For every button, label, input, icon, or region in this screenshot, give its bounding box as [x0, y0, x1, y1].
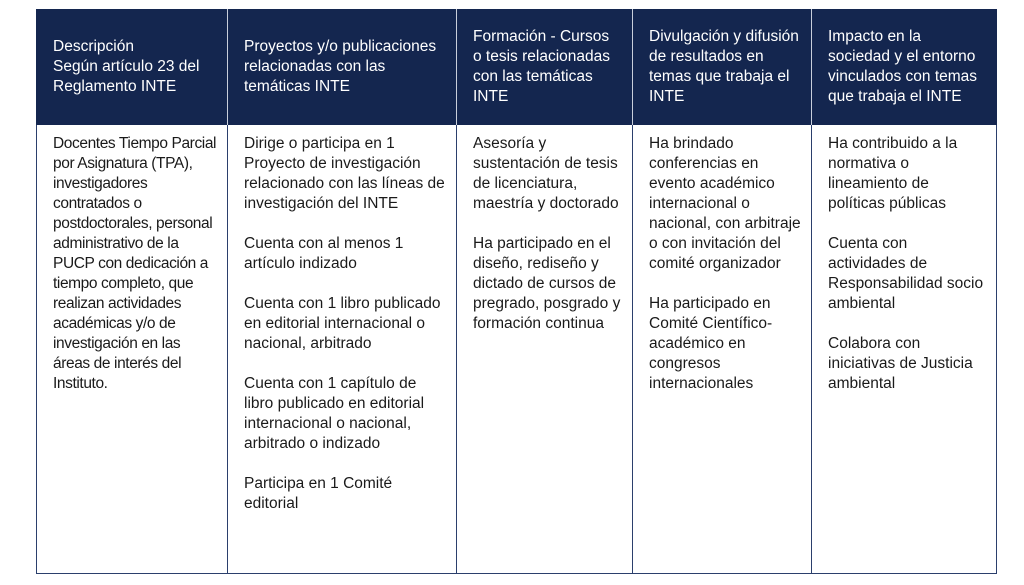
impacto-item: Ha contribuido a la normativa o lineamiento de políticas públicas: [828, 135, 958, 212]
cell-descripcion: [37, 125, 228, 573]
proyectos-item: Dirige o participa en 1 Proyecto de investigación relacionado con las líneas de investigación del INTE: [244, 135, 445, 212]
divulgacion-item: Ha brindado conferencias en evento académico internacional o nacional, con arbitraje o con invitación del comité organizador: [649, 135, 801, 272]
header-descripcion-subtitle: Según artículo 23 del Reglamento INTE: [53, 58, 200, 95]
proyectos-item: Cuenta con 1 libro publicado en editorial internacional o nacional, arbitrado: [244, 295, 441, 352]
formacion-item: Asesoría y sustentación de tesis de licenciatura, maestría y doctorado: [473, 135, 619, 212]
descripcion-text: Docentes Tiempo Parcial por Asignatura (TPA), investigadores contratados o postdoctorales, personal administrativo de la PUCP con dedicación a tiempo completo, que realizan actividades académicas y/o de investigación en las áreas de interés del Instituto.: [53, 135, 217, 392]
header-formacion: Formación - Cursos o tesis relacionadas con las temáticas INTE: [457, 9, 633, 125]
criteria-table: [36, 9, 997, 574]
cell-impacto: [812, 125, 997, 573]
cell-formacion: [457, 125, 633, 573]
impacto-item: Colabora con iniciativas de Justicia ambiental: [828, 335, 973, 392]
cell-proyectos: [228, 125, 457, 573]
header-descripcion-title: Descripción: [53, 38, 134, 55]
divulgacion-item: Ha participado en Comité Científico-académico en congresos internacionales: [649, 295, 773, 392]
proyectos-item: Cuenta con al menos 1 artículo indizado: [244, 235, 404, 272]
formacion-item: Ha participado en el diseño, rediseño y dictado de cursos de pregrado, posgrado y formación continua: [473, 235, 621, 332]
body-row: [37, 125, 997, 573]
cell-divulgacion: [633, 125, 812, 573]
impacto-item: Cuenta con actividades de Responsabilidad socio ambiental: [828, 235, 984, 312]
proyectos-item: Participa en 1 Comité editorial: [244, 475, 393, 512]
header-divulgacion: Divulgación y difusión de resultados en temas que trabaja el INTE: [633, 9, 812, 125]
header-descripcion: [37, 9, 228, 125]
proyectos-item: Cuenta con 1 capítulo de libro publicado en editorial internacional o nacional, arbitrado o indizado: [244, 375, 425, 452]
header-impacto: Impacto en la sociedad y el entorno vinculados con temas que trabaja el INTE: [812, 9, 997, 125]
header-proyectos: Proyectos y/o publicaciones relacionadas con las temáticas INTE: [228, 9, 457, 125]
header-row: [37, 9, 997, 125]
